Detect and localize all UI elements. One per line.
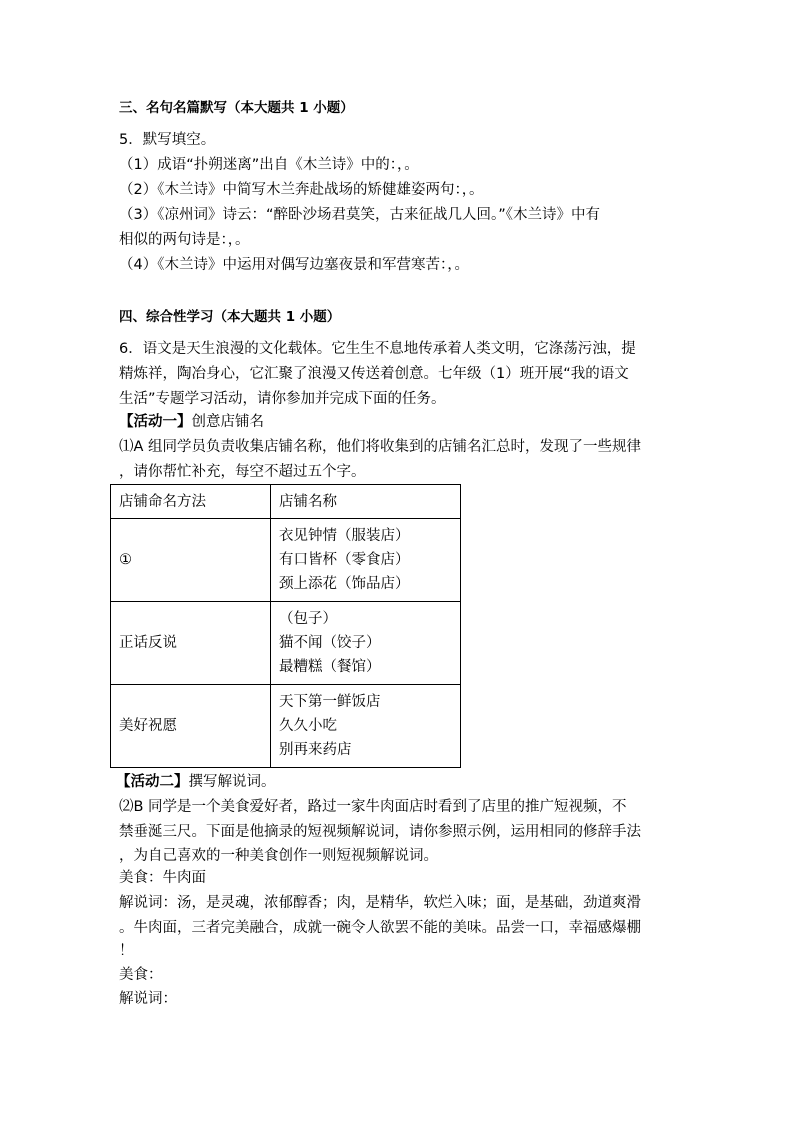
table-row: [111, 685, 461, 768]
shop-name: 久久小吃: [279, 718, 337, 734]
section-3-heading: 三、名句名篇默写（本大题共 1 小题）: [119, 100, 354, 116]
table-cell-names: [271, 519, 461, 602]
shop-name: 有口皆杯（零食店）: [279, 552, 410, 568]
activity-2-title: [116, 772, 676, 792]
table-cell-method: 正话反说: [111, 602, 271, 685]
shop-name: （包子）: [279, 611, 337, 627]
example-commentary-line: 。牛肉面，三者完美融合，成就一碗令人欲罢不能的美味。品尝一口，幸福感爆棚: [119, 920, 641, 936]
example-commentary-line: ！: [119, 943, 134, 959]
activity-2-task-line: ，为自己喜欢的一种美食创作一则短视频解说词。: [119, 848, 438, 864]
answer-commentary-label: 解说词：: [119, 991, 177, 1007]
question-5-item-1: （1）成语“扑朔迷离”出自《木兰诗》中的：，。: [119, 157, 419, 173]
activity-1-bracket-label: 【活动一】: [119, 414, 192, 430]
question-5-title: 5．默写填空。: [119, 132, 216, 148]
table-header-names: 店铺名称: [271, 485, 461, 519]
activity-2-title-text: 撰写解说词。: [188, 774, 276, 790]
table-header-row: [111, 485, 461, 519]
table-cell-method: ①: [111, 519, 271, 602]
table-row: [111, 602, 461, 685]
shop-name: 猫不闻（饺子）: [279, 635, 381, 651]
answer-food-label: 美食：: [119, 967, 163, 983]
activity-2-task-line: 禁垂涎三尺。下面是他摘录的短视频解说词，请你参照示例，运用相同的修辞手法: [119, 824, 641, 840]
activity-2-task-line: ⑵B 同学是一个美食爱好者，路过一家牛肉面店时看到了店里的推广短视频，不: [119, 799, 627, 815]
shop-name: 颈上添花（饰品店）: [279, 576, 410, 592]
table-header-method: 店铺命名方法: [111, 485, 271, 519]
activity-1-title: [119, 412, 679, 432]
question-6-intro-line: 精炼祥，陶冶身心，它汇聚了浪漫又传送着创意。七年级（1）班开展“我的语文: [119, 366, 629, 382]
question-5-item-3-cont: 相似的两句诗是：，。: [119, 232, 250, 248]
section-4-heading: 四、综合性学习（本大题共 1 小题）: [119, 309, 341, 325]
table-row: [111, 519, 461, 602]
shop-name: 最糟糕（餐馆）: [279, 659, 381, 675]
activity-2-bracket-label: 【活动二】: [116, 774, 189, 790]
example-food-label: 美食：牛肉面: [119, 870, 206, 886]
table-cell-names: [271, 685, 461, 768]
activity-1-task-line: ，请你帮忙补充，每空不超过五个字。: [119, 464, 366, 480]
table-cell-names: [271, 602, 461, 685]
question-5-item-2: （2）《木兰诗》中简写木兰奔赴战场的矫健雄姿两句：，。: [119, 182, 484, 198]
activity-1-task-line: ⑴A 组同学员负责收集店铺名称，他们将收集到的店铺名汇总时，发现了一些规律: [119, 439, 642, 455]
question-5-item-4: （4）《木兰诗》中运用对偶写边塞夜景和军营寒苦：，。: [119, 257, 469, 273]
shop-name: 衣见钟情（服装店）: [279, 528, 410, 544]
question-6-intro-line: 生活”专题学习活动，请你参加并完成下面的任务。: [119, 391, 446, 407]
shop-name: 别再来药店: [279, 742, 352, 758]
shop-name-table: [110, 484, 461, 768]
question-5-item-3: （3）《凉州词》诗云：“醉卧沙场君莫笑，古来征战几人回。”《木兰诗》中有: [119, 207, 600, 223]
shop-name: 天下第一鲜饭店: [279, 694, 381, 710]
activity-1-title-text: 创意店铺名: [191, 414, 264, 430]
table-cell-method: 美好祝愿: [111, 685, 271, 768]
question-6-intro-line: 6．语文是天生浪漫的文化载体。它生生不息地传承着人类文明，它涤荡污浊，提: [119, 341, 636, 357]
example-commentary-line: 解说词：汤，是灵魂，浓郁醇香；肉，是精华，软烂入味；面，是基础，劲道爽滑: [119, 895, 641, 911]
